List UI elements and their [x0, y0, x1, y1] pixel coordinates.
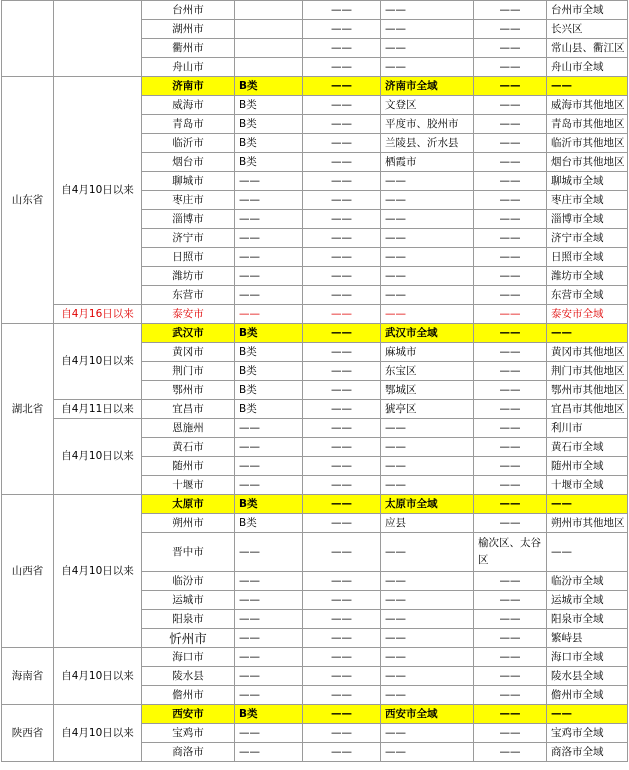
class-cell: —— [235, 724, 303, 743]
area2-cell: —— [474, 39, 547, 58]
city-cell: 东营市 [142, 286, 235, 305]
area-cell: —— [381, 438, 474, 457]
city-cell: 武汉市 [142, 324, 235, 343]
city-cell: 威海市 [142, 96, 235, 115]
area2-cell: —— [474, 572, 547, 591]
area-cell: 栖霞市 [381, 153, 474, 172]
city-cell: 西安市 [142, 705, 235, 724]
other-cell: 宜昌市其他地区 [547, 400, 628, 419]
area-cell: —— [381, 191, 474, 210]
area2-cell: —— [474, 229, 547, 248]
class-cell: —— [235, 743, 303, 762]
class-cell: B类 [235, 343, 303, 362]
city-cell: 黄石市 [142, 438, 235, 457]
table-row [2, 77, 628, 96]
city-cell: 十堰市 [142, 476, 235, 495]
other-cell: 威海市其他地区 [547, 96, 628, 115]
risk-cell: —— [303, 591, 381, 610]
area2-cell: —— [474, 96, 547, 115]
risk-cell: —— [303, 343, 381, 362]
area2-cell: —— [474, 58, 547, 77]
class-cell: —— [235, 172, 303, 191]
date-cell: 自4月11日以来 [54, 400, 142, 419]
area2-cell: —— [474, 115, 547, 134]
other-cell: 舟山市全域 [547, 58, 628, 77]
area-cell: —— [381, 476, 474, 495]
table-row [2, 305, 628, 324]
class-cell: B类 [235, 115, 303, 134]
risk-cell: —— [303, 134, 381, 153]
risk-cell: —— [303, 705, 381, 724]
other-cell: 常山县、衢江区 [547, 39, 628, 58]
area-cell: —— [381, 58, 474, 77]
area-cell: —— [381, 229, 474, 248]
city-cell: 鄂州市 [142, 381, 235, 400]
area-cell: —— [381, 667, 474, 686]
class-cell: —— [235, 591, 303, 610]
class-cell [235, 20, 303, 39]
area-cell: —— [381, 172, 474, 191]
city-cell: 忻州市 [142, 629, 235, 648]
area-cell: —— [381, 572, 474, 591]
city-cell: 黄冈市 [142, 343, 235, 362]
city-cell: 枣庄市 [142, 191, 235, 210]
city-cell: 商洛市 [142, 743, 235, 762]
area2-cell: —— [474, 438, 547, 457]
other-cell: 运城市全域 [547, 591, 628, 610]
area2-cell: —— [474, 686, 547, 705]
risk-cell: —— [303, 39, 381, 58]
other-cell: 临沂市其他地区 [547, 134, 628, 153]
area-cell: —— [381, 533, 474, 572]
other-cell: 潍坊市全域 [547, 267, 628, 286]
city-cell: 运城市 [142, 591, 235, 610]
other-cell: 淄博市全域 [547, 210, 628, 229]
other-cell: 东营市全域 [547, 286, 628, 305]
class-cell: B类 [235, 495, 303, 514]
area2-cell: —— [474, 400, 547, 419]
area2-cell: —— [474, 629, 547, 648]
area-cell: —— [381, 248, 474, 267]
other-cell: 荆门市其他地区 [547, 362, 628, 381]
area-cell: 济南市全域 [381, 77, 474, 96]
risk-cell: —— [303, 533, 381, 572]
area-cell: 武汉市全域 [381, 324, 474, 343]
area-cell: —— [381, 210, 474, 229]
class-cell: —— [235, 572, 303, 591]
area-cell: 文登区 [381, 96, 474, 115]
area-cell: —— [381, 39, 474, 58]
other-cell: 儋州市全域 [547, 686, 628, 705]
date-cell: 自4月10日以来 [54, 324, 142, 400]
risk-cell: —— [303, 648, 381, 667]
area2-cell: —— [474, 419, 547, 438]
city-cell: 台州市 [142, 1, 235, 20]
table-row [2, 400, 628, 419]
city-cell: 潍坊市 [142, 267, 235, 286]
date-cell [54, 1, 142, 77]
risk-cell: —— [303, 400, 381, 419]
other-cell: 朔州市其他地区 [547, 514, 628, 533]
class-cell: —— [235, 305, 303, 324]
risk-cell: —— [303, 305, 381, 324]
other-cell: 枣庄市全域 [547, 191, 628, 210]
risk-cell: —— [303, 476, 381, 495]
risk-cell: —— [303, 324, 381, 343]
city-cell: 济南市 [142, 77, 235, 96]
region-table [1, 0, 628, 762]
city-cell: 湖州市 [142, 20, 235, 39]
table-row [2, 705, 628, 724]
area2-cell: —— [474, 77, 547, 96]
city-cell: 衢州市 [142, 39, 235, 58]
area2-cell: —— [474, 362, 547, 381]
area2-cell: —— [474, 591, 547, 610]
class-cell: —— [235, 286, 303, 305]
risk-cell: —— [303, 629, 381, 648]
area-cell: —— [381, 743, 474, 762]
date-cell: 自4月10日以来 [54, 705, 142, 762]
area2-cell: —— [474, 134, 547, 153]
class-cell [235, 39, 303, 58]
risk-cell: —— [303, 1, 381, 20]
province-cell: 陕西省 [2, 705, 54, 762]
risk-cell: —— [303, 743, 381, 762]
class-cell: B类 [235, 705, 303, 724]
table-row [2, 419, 628, 438]
area2-cell: —— [474, 1, 547, 20]
area2-cell: —— [474, 343, 547, 362]
city-cell: 儋州市 [142, 686, 235, 705]
risk-cell: —— [303, 572, 381, 591]
table-row [2, 324, 628, 343]
risk-cell: —— [303, 438, 381, 457]
other-cell: 台州市全域 [547, 1, 628, 20]
other-cell: 随州市全域 [547, 457, 628, 476]
area-cell: —— [381, 1, 474, 20]
class-cell: B类 [235, 134, 303, 153]
other-cell: —— [547, 495, 628, 514]
risk-cell: —— [303, 514, 381, 533]
risk-cell: —— [303, 191, 381, 210]
class-cell: —— [235, 667, 303, 686]
other-cell: —— [547, 77, 628, 96]
area-cell: 东宝区 [381, 362, 474, 381]
date-cell: 自4月16日以来 [54, 305, 142, 324]
risk-cell: —— [303, 610, 381, 629]
other-cell: 宝鸡市全域 [547, 724, 628, 743]
area2-cell: —— [474, 172, 547, 191]
area-cell: —— [381, 686, 474, 705]
other-cell: 利川市 [547, 419, 628, 438]
date-cell: 自4月10日以来 [54, 77, 142, 305]
risk-cell: —— [303, 724, 381, 743]
class-cell: B类 [235, 324, 303, 343]
area-cell: —— [381, 724, 474, 743]
class-cell [235, 58, 303, 77]
other-cell: 商洛市全域 [547, 743, 628, 762]
area2-cell: —— [474, 191, 547, 210]
area2-cell: —— [474, 20, 547, 39]
class-cell: —— [235, 210, 303, 229]
area2-cell: —— [474, 705, 547, 724]
other-cell: 海口市全域 [547, 648, 628, 667]
class-cell: —— [235, 648, 303, 667]
class-cell [235, 1, 303, 20]
area-cell: —— [381, 419, 474, 438]
class-cell: —— [235, 248, 303, 267]
area2-cell: —— [474, 495, 547, 514]
risk-cell: —— [303, 286, 381, 305]
province-cell: 湖北省 [2, 324, 54, 495]
class-cell: —— [235, 629, 303, 648]
class-cell: —— [235, 229, 303, 248]
risk-cell: —— [303, 495, 381, 514]
other-cell: 黄石市全域 [547, 438, 628, 457]
class-cell: —— [235, 267, 303, 286]
other-cell: 济宁市全域 [547, 229, 628, 248]
area2-cell: —— [474, 648, 547, 667]
other-cell: 临汾市全域 [547, 572, 628, 591]
class-cell: —— [235, 686, 303, 705]
area-cell: —— [381, 610, 474, 629]
area2-cell: —— [474, 610, 547, 629]
risk-cell: —— [303, 115, 381, 134]
area2-cell: —— [474, 153, 547, 172]
city-cell: 临汾市 [142, 572, 235, 591]
area-cell: —— [381, 286, 474, 305]
other-cell: 烟台市其他地区 [547, 153, 628, 172]
class-cell: —— [235, 191, 303, 210]
area-cell: 麻城市 [381, 343, 474, 362]
area2-cell: —— [474, 514, 547, 533]
city-cell: 青岛市 [142, 115, 235, 134]
area-cell: 猇亭区 [381, 400, 474, 419]
area2-cell: —— [474, 743, 547, 762]
class-cell: —— [235, 419, 303, 438]
area2-cell: —— [474, 286, 547, 305]
city-cell: 临沂市 [142, 134, 235, 153]
risk-cell: —— [303, 362, 381, 381]
other-cell: —— [547, 533, 628, 572]
city-cell: 济宁市 [142, 229, 235, 248]
city-cell: 陵水县 [142, 667, 235, 686]
risk-cell: —— [303, 153, 381, 172]
table-row [2, 648, 628, 667]
area-cell: —— [381, 648, 474, 667]
risk-cell: —— [303, 58, 381, 77]
other-cell: 日照市全域 [547, 248, 628, 267]
other-cell: 繁峙县 [547, 629, 628, 648]
area-cell: 鄂城区 [381, 381, 474, 400]
area2-cell: —— [474, 381, 547, 400]
class-cell: B类 [235, 400, 303, 419]
risk-cell: —— [303, 381, 381, 400]
city-cell: 恩施州 [142, 419, 235, 438]
other-cell: 泰安市全域 [547, 305, 628, 324]
city-cell: 随州市 [142, 457, 235, 476]
area-cell: —— [381, 20, 474, 39]
other-cell: 聊城市全域 [547, 172, 628, 191]
area-cell: 西安市全域 [381, 705, 474, 724]
area-cell: 平度市、胶州市 [381, 115, 474, 134]
area-cell: —— [381, 267, 474, 286]
other-cell: 阳泉市全域 [547, 610, 628, 629]
area2-cell: —— [474, 667, 547, 686]
city-cell: 太原市 [142, 495, 235, 514]
table-row [2, 1, 628, 20]
city-cell: 烟台市 [142, 153, 235, 172]
other-cell: 十堰市全域 [547, 476, 628, 495]
area2-cell: 榆次区、太谷区 [474, 533, 547, 572]
city-cell: 日照市 [142, 248, 235, 267]
class-cell: B类 [235, 514, 303, 533]
area-cell: 太原市全域 [381, 495, 474, 514]
class-cell: B类 [235, 77, 303, 96]
city-cell: 海口市 [142, 648, 235, 667]
city-cell: 泰安市 [142, 305, 235, 324]
other-cell: 鄂州市其他地区 [547, 381, 628, 400]
risk-cell: —— [303, 267, 381, 286]
risk-cell: —— [303, 77, 381, 96]
area-cell: —— [381, 305, 474, 324]
province-cell: 山东省 [2, 77, 54, 324]
city-cell: 阳泉市 [142, 610, 235, 629]
area-cell: —— [381, 629, 474, 648]
city-cell: 晋中市 [142, 533, 235, 572]
area-cell: —— [381, 457, 474, 476]
date-cell: 自4月10日以来 [54, 419, 142, 495]
class-cell: —— [235, 438, 303, 457]
class-cell: B类 [235, 381, 303, 400]
area2-cell: —— [474, 457, 547, 476]
risk-cell: —— [303, 686, 381, 705]
class-cell: —— [235, 610, 303, 629]
other-cell: 陵水县全域 [547, 667, 628, 686]
risk-cell: —— [303, 667, 381, 686]
other-cell: —— [547, 705, 628, 724]
risk-cell: —— [303, 20, 381, 39]
date-cell: 自4月10日以来 [54, 648, 142, 705]
province-cell: 山西省 [2, 495, 54, 648]
risk-cell: —— [303, 172, 381, 191]
area2-cell: —— [474, 305, 547, 324]
area2-cell: —— [474, 724, 547, 743]
area2-cell: —— [474, 324, 547, 343]
area-cell: 兰陵县、沂水县 [381, 134, 474, 153]
city-cell: 朔州市 [142, 514, 235, 533]
city-cell: 淄博市 [142, 210, 235, 229]
risk-cell: —— [303, 419, 381, 438]
city-cell: 舟山市 [142, 58, 235, 77]
date-cell: 自4月10日以来 [54, 495, 142, 648]
risk-cell: —— [303, 229, 381, 248]
area-cell: 应县 [381, 514, 474, 533]
class-cell: —— [235, 457, 303, 476]
city-cell: 宝鸡市 [142, 724, 235, 743]
class-cell: —— [235, 533, 303, 572]
risk-cell: —— [303, 457, 381, 476]
class-cell: B类 [235, 96, 303, 115]
table-row [2, 495, 628, 514]
other-cell: —— [547, 324, 628, 343]
city-cell: 宜昌市 [142, 400, 235, 419]
risk-cell: —— [303, 96, 381, 115]
area2-cell: —— [474, 267, 547, 286]
class-cell: —— [235, 476, 303, 495]
risk-cell: —— [303, 210, 381, 229]
area2-cell: —— [474, 210, 547, 229]
province-cell: 海南省 [2, 648, 54, 705]
risk-cell: —— [303, 248, 381, 267]
class-cell: B类 [235, 153, 303, 172]
class-cell: B类 [235, 362, 303, 381]
other-cell: 黄冈市其他地区 [547, 343, 628, 362]
province-cell [2, 1, 54, 77]
other-cell: 青岛市其他地区 [547, 115, 628, 134]
city-cell: 聊城市 [142, 172, 235, 191]
area2-cell: —— [474, 248, 547, 267]
area2-cell: —— [474, 476, 547, 495]
area-cell: —— [381, 591, 474, 610]
city-cell: 荆门市 [142, 362, 235, 381]
other-cell: 长兴区 [547, 20, 628, 39]
